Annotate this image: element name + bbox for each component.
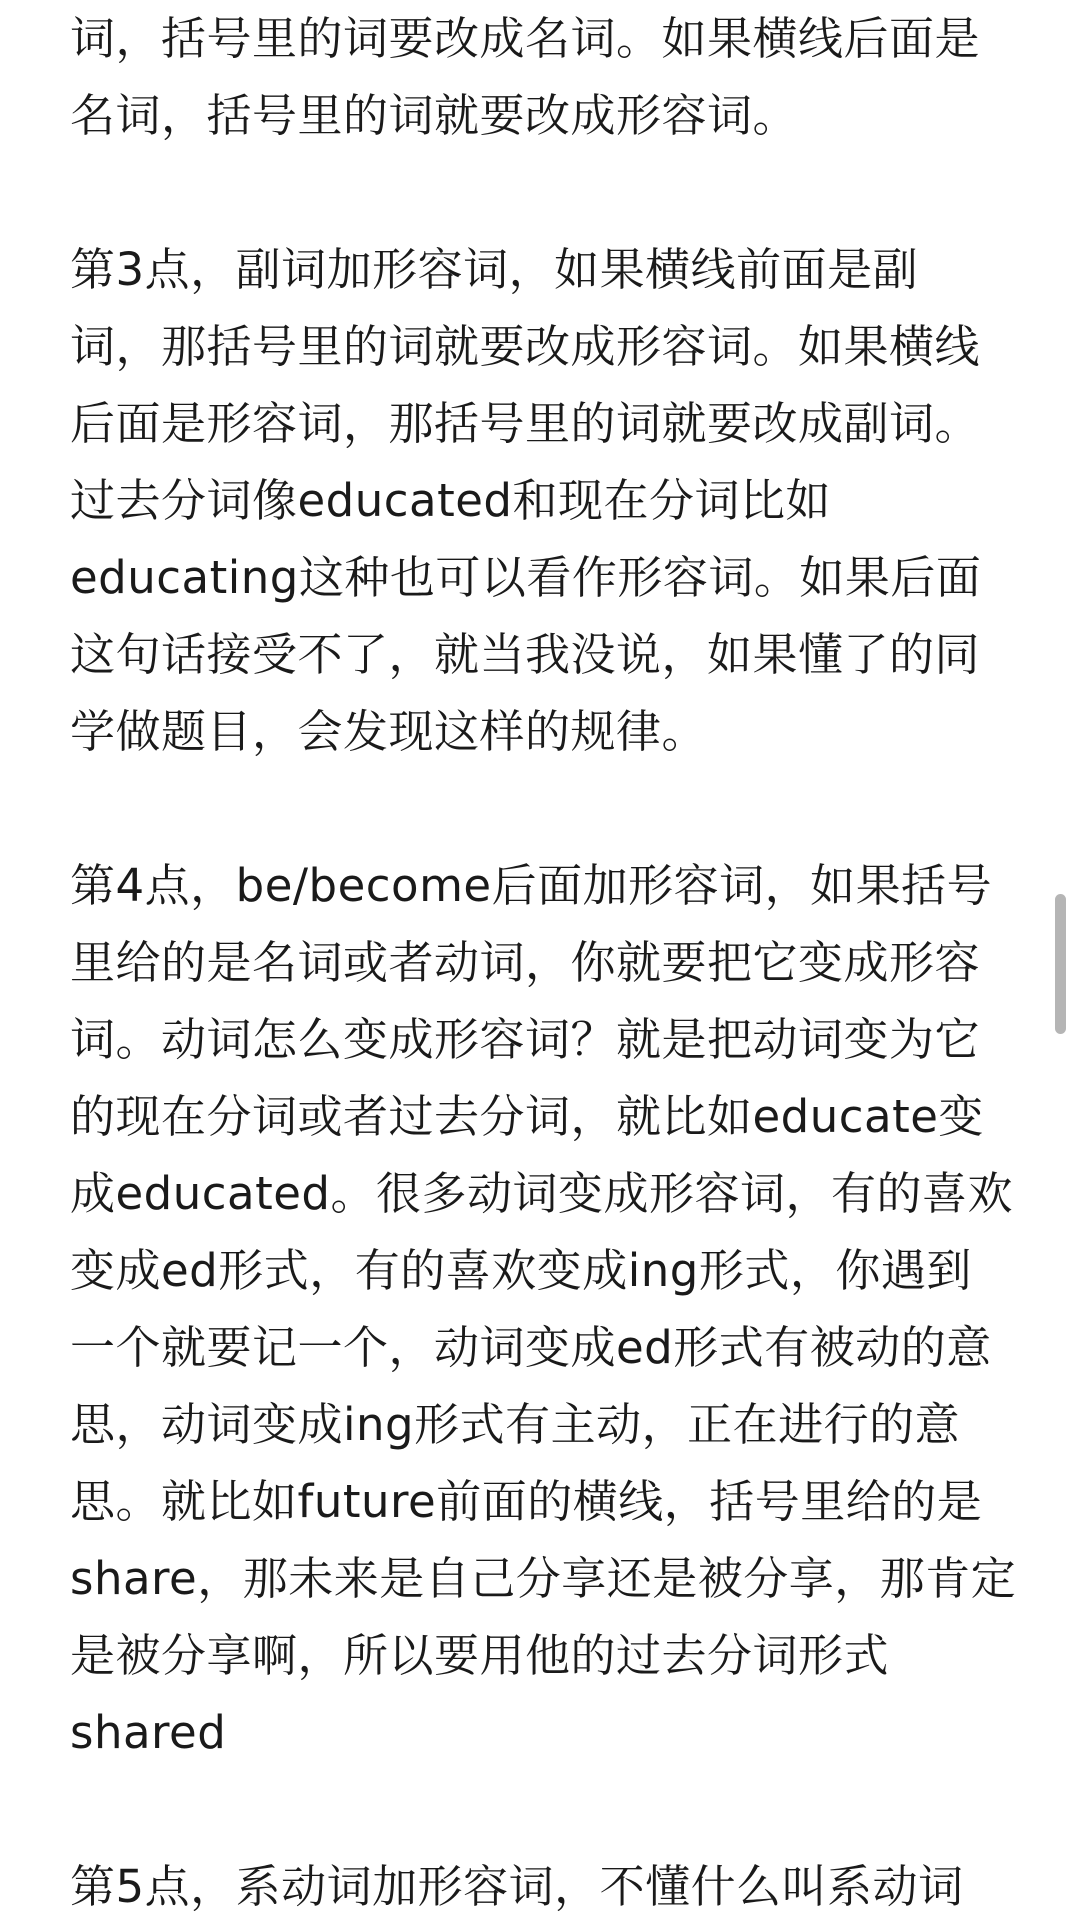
text-line: 过去分词像educated和现在分词比如 — [70, 474, 831, 527]
text-line: 思，动词变成ing形式有主动，正在进行的意 — [70, 1398, 961, 1451]
text-line: 一个就要记一个，动词变成ed形式有被动的意 — [70, 1321, 992, 1374]
text-line: shared — [70, 1706, 227, 1759]
paragraph — [70, 1848, 1010, 1925]
text-line: educating这种也可以看作形容词。如果后面 — [70, 551, 982, 604]
text-line: 词，括号里的词要改成名词。如果横线后面是 — [70, 12, 981, 65]
paragraph-spacer — [70, 770, 1010, 847]
text-line: 词，那括号里的词就要改成形容词。如果横线 — [70, 320, 981, 373]
text-line: 这句话接受不了，就当我没说，如果懂了的同 — [70, 628, 981, 681]
text-line: 的现在分词或者过去分词，就比如educate变 — [70, 1090, 984, 1143]
text-line: 第5点，系动词加形容词，不懂什么叫系动词 — [70, 1860, 964, 1913]
text-line: share，那未来是自己分享还是被分享，那肯定 — [70, 1552, 1017, 1605]
text-line: 学做题目，会发现这样的规律。 — [70, 705, 708, 758]
text-line: 思。就比如future前面的横线，括号里给的是 — [70, 1475, 983, 1528]
text-line: 变成ed形式，有的喜欢变成ing形式，你遇到 — [70, 1244, 972, 1297]
paragraph — [70, 847, 1017, 1771]
paragraph — [70, 231, 1010, 770]
text-line: 里给的是名词或者动词，你就要把它变成形容 — [70, 936, 981, 989]
scrollbar-thumb[interactable] — [1055, 894, 1066, 1034]
article-body — [70, 0, 1017, 1925]
text-line: 第4点，be/become后面加形容词，如果括号 — [70, 859, 993, 912]
paragraph-spacer — [70, 154, 1010, 231]
text-line: 后面是形容词，那括号里的词就要改成副词。 — [70, 397, 981, 450]
text-line: 是被分享啊，所以要用他的过去分词形式 — [70, 1629, 890, 1682]
paragraph-spacer — [70, 1771, 1010, 1848]
text-line: 词。动词怎么变成形容词？就是把动词变为它 — [70, 1013, 981, 1066]
text-line: 第3点，副词加形容词，如果横线前面是副 — [70, 243, 919, 296]
text-line: 成educated。很多动词变成形容词，有的喜欢 — [70, 1167, 1013, 1220]
paragraph — [70, 0, 1010, 154]
text-line: 名词，括号里的词就要改成形容词。 — [70, 89, 799, 142]
